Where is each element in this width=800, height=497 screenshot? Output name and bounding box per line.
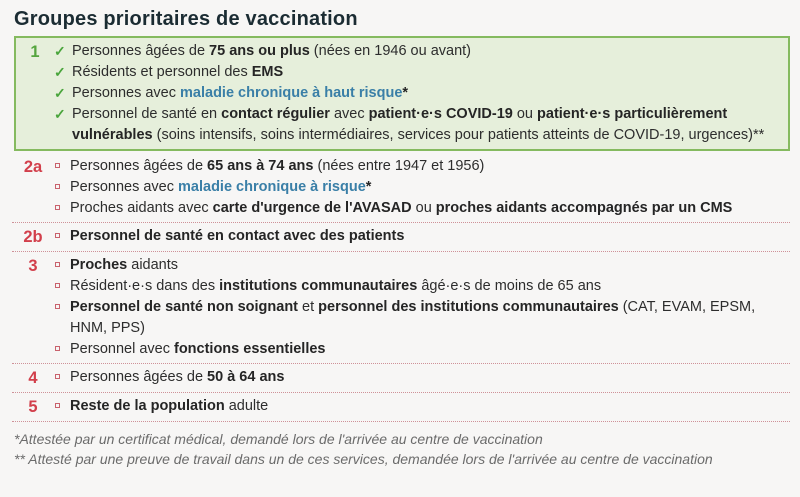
item-text	[70, 276, 790, 297]
bold-text: Reste de la population	[70, 398, 225, 414]
item-text	[72, 104, 780, 146]
group-items	[52, 156, 790, 219]
group-item	[52, 276, 790, 297]
group-item	[52, 339, 790, 360]
bullet	[52, 339, 70, 360]
plain-text: (soins intensifs, soins intermédiaires, services pour patients atteints de COVID-19, urgences)**	[152, 127, 765, 143]
plain-text: Personnel de santé en	[72, 106, 222, 122]
square-bullet-icon	[55, 403, 60, 408]
plain-text: Personnes âgées de	[72, 43, 210, 59]
group-1	[14, 36, 790, 151]
group-item	[52, 226, 790, 247]
bold-text: 50 à 64 ans	[207, 369, 285, 385]
group-items	[54, 41, 780, 146]
group-item	[52, 367, 790, 388]
bold-text: Personnel de santé en contact avec des patients	[70, 228, 405, 244]
bold-text: EMS	[251, 64, 284, 80]
plain-text: Résident·e·s dans des	[70, 278, 220, 294]
group-item	[52, 198, 790, 219]
group-number-3: 3	[28, 257, 38, 275]
plain-text: Proches aidants avec	[70, 200, 213, 216]
page-title: Groupes prioritaires de vaccination	[14, 8, 358, 30]
check-icon: ✓	[54, 64, 66, 80]
chronic-disease-link[interactable]: maladie chronique à risque	[178, 179, 366, 195]
group-divider	[12, 251, 790, 252]
footnote-1: *Attestée par un certificat médical, demandé lors de l'arrivée au centre de vaccination	[14, 431, 543, 447]
item-text	[72, 41, 780, 62]
item-text	[70, 156, 790, 177]
item-text	[70, 339, 790, 360]
square-bullet-icon	[55, 374, 60, 379]
group-item	[54, 41, 780, 62]
bold-text: Proches	[70, 257, 128, 273]
bullet	[52, 255, 70, 276]
group-2b	[14, 226, 790, 248]
bullet	[52, 226, 70, 247]
bold-text: Personnel de santé non soignant	[70, 299, 299, 315]
plain-text: ou	[411, 200, 436, 216]
bullet	[52, 156, 70, 177]
group-items	[52, 255, 790, 360]
group-item	[52, 255, 790, 276]
item-text	[72, 83, 780, 104]
plain-text: Personnes âgées de	[70, 369, 208, 385]
group-divider	[12, 222, 790, 223]
item-text	[70, 297, 790, 339]
bold-text: institutions communautaires	[219, 278, 418, 294]
bullet	[52, 297, 70, 318]
bold-text: 65 ans à 74 ans	[207, 158, 314, 174]
square-bullet-icon	[55, 262, 60, 267]
bold-text: fonctions essentielles	[173, 341, 326, 357]
group-item	[52, 156, 790, 177]
group-item	[54, 62, 780, 83]
plain-text: avec	[329, 106, 369, 122]
group-item	[54, 83, 780, 104]
plain-text: Personnel avec	[70, 341, 174, 357]
bullet	[52, 396, 70, 417]
plain-text: aidants	[127, 257, 179, 273]
group-5	[14, 396, 790, 418]
item-text	[70, 255, 790, 276]
footnotes	[14, 430, 790, 469]
item-text	[70, 226, 790, 247]
item-text	[72, 62, 780, 83]
group-number-2a: 2a	[23, 158, 43, 176]
plain-text: (nées entre 1947 et 1956)	[313, 158, 485, 174]
plain-text: Personnes âgées de	[70, 158, 208, 174]
group-number-5: 5	[28, 398, 38, 416]
plain-text: Résidents et personnel des	[72, 64, 252, 80]
group-items	[52, 396, 790, 417]
group-number-4: 4	[28, 369, 38, 387]
bullet	[52, 276, 70, 297]
group-2a	[14, 156, 790, 219]
plain-text: Personnes avec	[70, 179, 179, 195]
bold-text: proches aidants accompagnés par un CMS	[435, 200, 733, 216]
plain-text: ou	[512, 106, 538, 122]
plain-text: (CAT, EVAM, EPSM, HNM, PPS)	[70, 299, 756, 336]
check-icon: ✓	[54, 43, 66, 59]
group-item	[52, 396, 790, 417]
bullet	[52, 177, 70, 198]
group-4	[14, 367, 790, 389]
plain-text: adulte	[224, 398, 269, 414]
bold-text: carte d'urgence de l'AVASAD	[212, 200, 412, 216]
footnote-2: ** Attesté par une preuve de travail dans un de ces services, demandée lors de l'arrivée au centre de vaccination	[14, 450, 713, 467]
group-number-1: 1	[30, 43, 40, 61]
square-bullet-icon	[55, 233, 60, 238]
square-bullet-icon	[55, 346, 60, 351]
group-number-2b: 2b	[23, 228, 43, 246]
group-item	[52, 177, 790, 198]
bold-text: contact régulier	[221, 106, 330, 122]
group-divider	[12, 421, 790, 422]
bold-text: 75 ans ou plus	[209, 43, 310, 59]
item-text	[70, 367, 790, 388]
bold-text: patient·e·s COVID-19	[368, 106, 513, 122]
group-item	[52, 297, 790, 339]
plain-text: et	[298, 299, 319, 315]
check-icon: ✓	[54, 85, 66, 101]
group-items	[52, 367, 790, 388]
item-text	[70, 396, 790, 417]
plain-text: âgé·e·s de moins de 65 ans	[417, 278, 602, 294]
group-3	[14, 255, 790, 360]
bullet	[52, 367, 70, 388]
chronic-disease-link[interactable]: maladie chronique à haut risque	[180, 85, 403, 101]
bold-text: patient·e·s particulièrement vulnérables	[72, 106, 728, 143]
group-items	[52, 226, 790, 247]
square-bullet-icon	[55, 184, 60, 189]
group-item	[54, 104, 780, 146]
plain-text: Personnes avec	[72, 85, 181, 101]
bold-text: *	[402, 85, 409, 101]
plain-text: (nées en 1946 ou avant)	[309, 43, 472, 59]
square-bullet-icon	[55, 283, 60, 288]
square-bullet-icon	[55, 205, 60, 210]
bold-text: *	[365, 179, 372, 195]
group-divider	[12, 363, 790, 364]
bullet	[52, 198, 70, 219]
bold-text: personnel des institutions communautaires	[318, 299, 619, 315]
item-text	[70, 198, 790, 219]
check-icon: ✓	[54, 106, 66, 122]
groups-list	[14, 36, 790, 422]
item-text	[70, 177, 790, 198]
square-bullet-icon	[55, 163, 60, 168]
square-bullet-icon	[55, 304, 60, 309]
group-divider	[12, 392, 790, 393]
